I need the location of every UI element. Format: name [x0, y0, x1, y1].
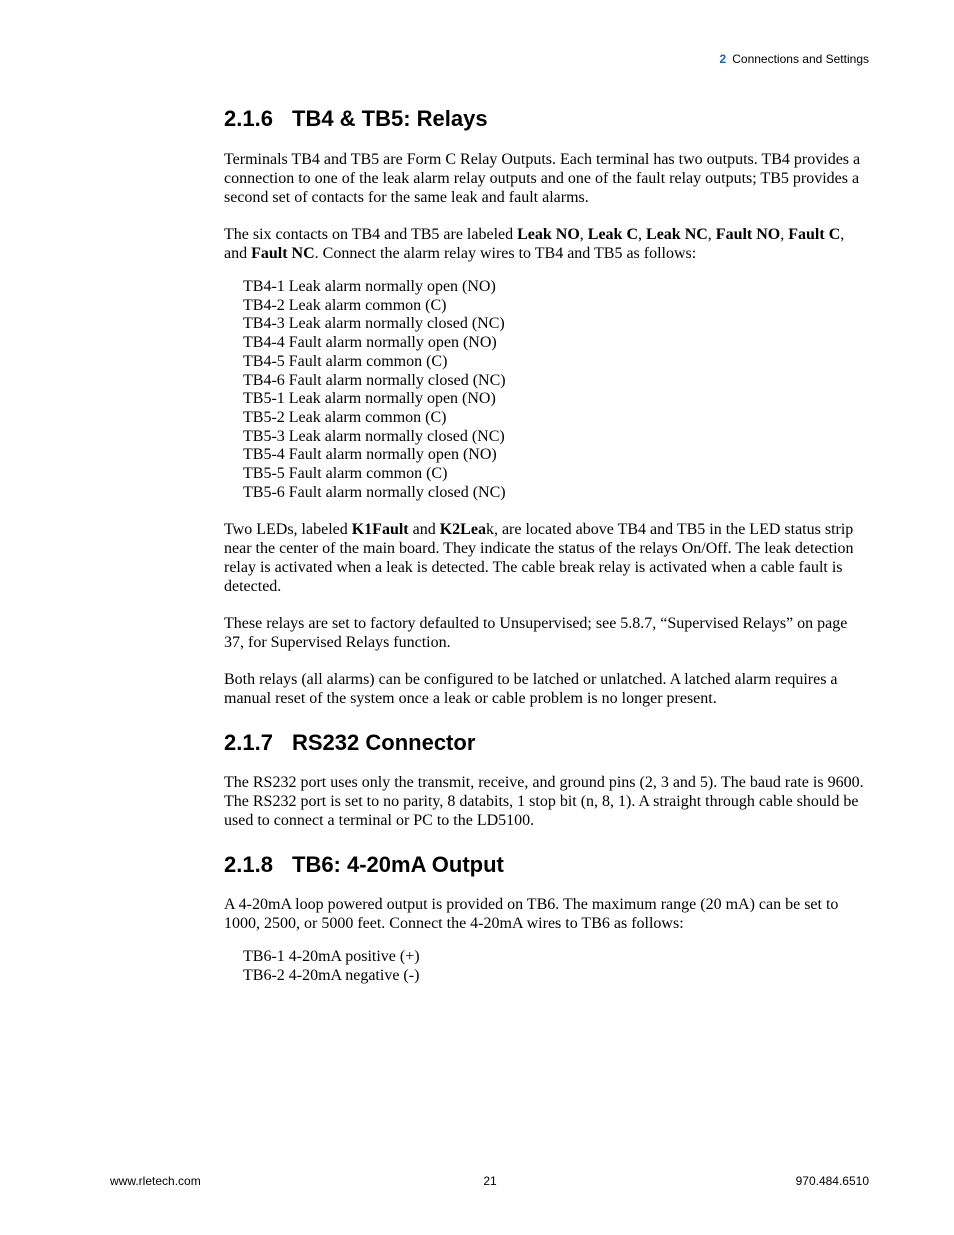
footer-phone: 970.484.6510 [795, 1174, 869, 1188]
text-run: and [408, 521, 440, 539]
text-run: . Connect the alarm relay wires to TB4 and TB5 as follows: [314, 245, 697, 262]
latched-paragraph: Both relays (all alarms) can be configured to be latched or unlatched. A latched alarm requires a manual reset of the system once a leak or cable problem is no longer present. [224, 671, 838, 708]
text-run: , [579, 226, 588, 243]
section-title: TB6: 4-20mA Output [292, 852, 504, 878]
text-run: , [638, 226, 647, 243]
section-title: RS232 Connector [292, 730, 476, 756]
tb6-paragraph: A 4-20mA loop powered output is provided on TB6. The maximum range (20 mA) can be set to 1000, 2500, or 5000 feet. Connect the 4-20mA wires to TB6 as follows: [224, 896, 839, 933]
list-item: TB4-1 Leak alarm normally open (NO) [243, 278, 496, 295]
text-run: , and [224, 226, 845, 262]
text-run: , [780, 226, 789, 243]
page-content [224, 100, 870, 986]
section-number: 2.1.7 [224, 730, 273, 756]
bold-term: Fault C [788, 226, 841, 243]
list-item: TB5-4 Fault alarm normally open (NO) [243, 446, 497, 464]
leds-paragraph [224, 520, 870, 596]
bold-term: Fault NO [715, 226, 781, 243]
tb6-contact-list [224, 948, 870, 985]
bold-term: Leak C [587, 226, 639, 243]
chapter-number: 2 [719, 52, 727, 66]
list-item: TB5-2 Leak alarm common (C) [243, 408, 447, 426]
text-run: Two LEDs, labeled [224, 521, 352, 539]
list-item: TB5-6 Fault alarm normally closed (NC) [243, 483, 506, 501]
bold-term: Fault NC [251, 245, 315, 262]
factory-default-paragraph: These relays are set to factory defaulted to Unsupervised; see 5.8.7, “Supervised Relays” on page 37, for Supervised Relays function. [224, 615, 848, 652]
list-item: TB4-6 Fault alarm normally closed (NC) [243, 371, 506, 389]
footer-page-number: 21 [483, 1174, 497, 1188]
text-run: The six contacts on TB4 and TB5 are labeled [224, 226, 518, 243]
section-2-1-6-heading [224, 104, 870, 134]
list-item: TB4-4 Fault alarm normally open (NO) [243, 334, 497, 352]
bold-term: K1Fault [351, 521, 409, 539]
list-item: TB4-3 Leak alarm normally closed (NC) [243, 315, 505, 333]
rs232-paragraph: The RS232 port uses only the transmit, receive, and ground pins (2, 3 and 5). The baud rate is 9600. The RS232 port is set to no parity, 8 databits, 1 stop bit (n, 8, 1). A straight through cable should be used to connect a terminal or PC to the LD5100. [224, 774, 864, 830]
running-header [720, 52, 869, 66]
section-2-1-7-heading [224, 728, 870, 758]
list-item: TB5-5 Fault alarm common (C) [243, 465, 448, 483]
text-run: , [707, 226, 716, 243]
bold-term: Leak NC [646, 226, 708, 243]
list-item: TB5-3 Leak alarm normally closed (NC) [243, 427, 505, 445]
footer-website: www.rletech.com [110, 1174, 201, 1188]
chapter-title: Connections and Settings [732, 52, 869, 66]
list-item: TB5-1 Leak alarm normally open (NO) [243, 390, 496, 408]
section-number: 2.1.6 [224, 106, 273, 131]
list-item: TB6-1 4-20mA positive (+) [243, 948, 420, 966]
list-item: TB4-5 Fault alarm common (C) [243, 352, 448, 370]
list-item: TB4-2 Leak alarm common (C) [243, 296, 447, 314]
bold-term: Leak NO [517, 226, 580, 243]
list-item: TB6-2 4-20mA negative (-) [243, 967, 420, 985]
contact-labels-paragraph [224, 225, 870, 263]
section-number: 2.1.8 [224, 852, 273, 878]
text-run: k, are located above TB4 and TB5 in the LED status strip near the center of the main board. They indicate the status of the relays On/Off. The leak detection relay is activated when a leak is detected. The cable break relay is activated when a cable fault is detected. [224, 521, 854, 596]
bold-term: K2Lea [439, 521, 486, 539]
section-title: TB4 & TB5: Relays [292, 106, 488, 131]
relays-intro-paragraph: Terminals TB4 and TB5 are Form C Relay Outputs. Each terminal has two outputs. TB4 provides a connection to one of the leak alarm relay outputs and one of the fault relay outputs; TB5 provides a second set of contacts for the same leak and fault alarms. [224, 151, 861, 206]
tb4-tb5-contact-list [224, 278, 870, 502]
section-2-1-8-heading [224, 850, 870, 880]
